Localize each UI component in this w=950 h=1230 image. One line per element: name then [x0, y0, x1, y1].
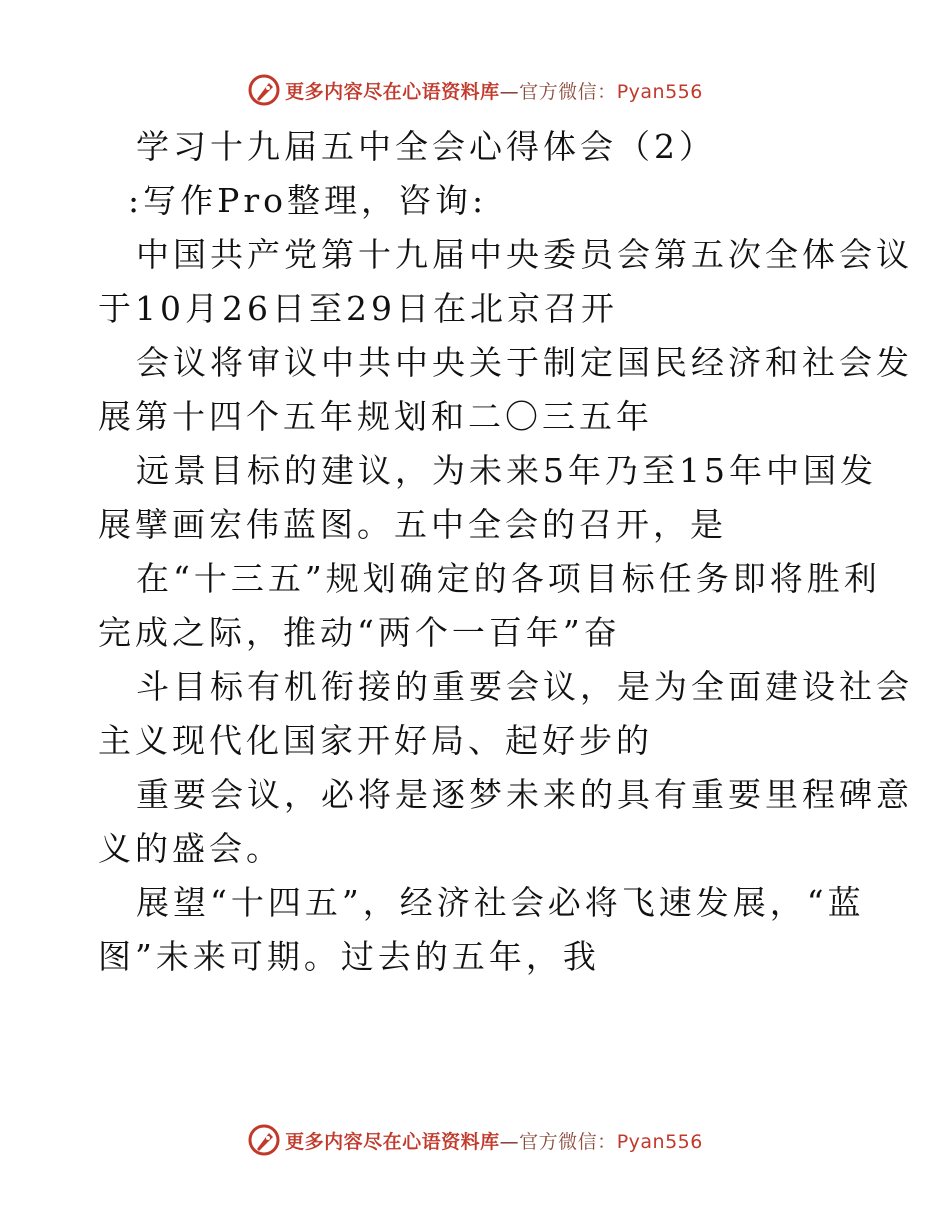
document-subtitle — [0, 174, 950, 228]
pen-nib-logo-icon — [247, 1123, 281, 1157]
paragraph-line: 完成之际，推动“两个一百年”奋 — [98, 613, 621, 652]
paragraph-4 — [0, 552, 950, 660]
paragraph-2 — [0, 336, 950, 444]
paragraph-1 — [0, 228, 950, 336]
footer-banner — [0, 1120, 950, 1160]
paragraph-7 — [0, 876, 950, 984]
paragraph-line: 展第十四个五年规划和二〇三五年 — [98, 397, 653, 436]
banner-part1: 更多内容尽在心语资料库 — [285, 1130, 500, 1153]
paragraph-line: 会议将审议中共中央关于制定国民经济和社会发 — [136, 343, 913, 382]
paragraph-line: 重要会议，必将是逐梦未来的具有重要里程碑意 — [136, 775, 913, 814]
banner-part2: 官方微信： — [519, 1130, 617, 1153]
paragraph-line: 在“十三五”规划确定的各项目标任务即将胜利 — [136, 559, 881, 598]
paragraph-line: 图”未来可期。过去的五年，我 — [98, 937, 600, 976]
document-body — [0, 120, 950, 984]
paragraph-line: 于10月26日至29日在北京召开 — [98, 289, 618, 328]
paragraph-line: 远景目标的建议，为未来5年乃至15年中国发 — [136, 451, 877, 490]
paragraph-line: 展望“十四五”，经济社会必将飞速发展，“蓝 — [136, 883, 865, 922]
banner-dash: — — [499, 1130, 520, 1153]
paragraph-line: 展擘画宏伟蓝图。五中全会的召开，是 — [98, 505, 727, 544]
banner-wechat-id: Pyan556 — [616, 80, 703, 103]
banner-text — [285, 77, 703, 104]
header-banner — [0, 70, 950, 110]
paragraph-line: 斗目标有机衔接的重要会议，是为全面建设社会 — [136, 667, 913, 706]
banner-part2: 官方微信： — [519, 80, 617, 103]
banner-wechat-id: Pyan556 — [616, 1130, 703, 1153]
banner-dash: — — [499, 80, 520, 103]
paragraph-line: 义的盛会。 — [98, 829, 283, 868]
subtitle-text: :写作Pro整理，咨询: — [128, 181, 488, 220]
paragraph-5 — [0, 660, 950, 768]
paragraph-3 — [0, 444, 950, 552]
banner-part1: 更多内容尽在心语资料库 — [285, 80, 500, 103]
paragraph-line: 主义现代化国家开好局、起好步的 — [98, 721, 653, 760]
title-text: 学习十九届五中全会心得体会（2） — [136, 127, 716, 166]
paragraph-6 — [0, 768, 950, 876]
banner-text — [285, 1127, 703, 1154]
paragraph-line: 中国共产党第十九届中央委员会第五次全体会议 — [136, 235, 913, 274]
document-title — [0, 120, 950, 174]
pen-nib-logo-icon — [247, 73, 281, 107]
